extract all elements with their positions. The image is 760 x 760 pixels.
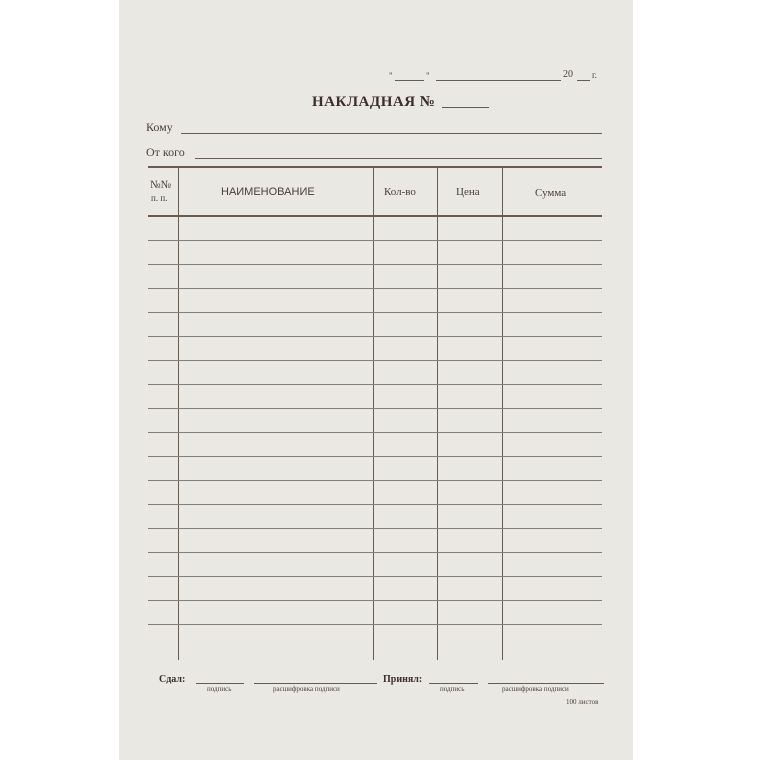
- table-row: [148, 457, 602, 481]
- col-header-price: Цена: [456, 186, 480, 198]
- col-header-qty: Кол-во: [384, 186, 416, 198]
- table-row: [148, 529, 602, 553]
- col-header-number: №№: [150, 179, 171, 191]
- to-line: [181, 133, 602, 134]
- received-decoding-caption: расшифровка подписи: [502, 685, 569, 693]
- table-row: [148, 217, 602, 241]
- received-label: Принял:: [383, 674, 423, 685]
- table-row: [148, 505, 602, 529]
- invoice-number-line: [442, 107, 489, 108]
- to-label: Кому: [146, 120, 173, 134]
- date-open-quote: ": [389, 71, 393, 81]
- table-row: [148, 313, 602, 337]
- handed-decoding-caption: расшифровка подписи: [273, 685, 340, 693]
- table-top-border: [148, 166, 602, 168]
- handed-signature-caption: подпись: [207, 685, 232, 693]
- col-header-number-sub: п. п.: [151, 193, 168, 203]
- col-header-sum: Сумма: [535, 187, 567, 199]
- received-signature-line: [429, 683, 478, 684]
- table-row: [148, 577, 602, 601]
- table-row: [148, 361, 602, 385]
- date-month-line: [436, 80, 561, 81]
- handed-decoding-line: [254, 683, 377, 684]
- table-row: [148, 601, 602, 625]
- date-year-suffix: г.: [592, 70, 597, 80]
- table-row: [148, 241, 602, 265]
- table-row: [148, 265, 602, 289]
- table-body: [148, 217, 602, 625]
- from-label: От кого: [146, 145, 185, 159]
- date-day-line: [395, 80, 424, 81]
- sheet-count: 100 листов: [566, 698, 599, 706]
- table-row: [148, 433, 602, 457]
- page-title: НАКЛАДНАЯ №: [312, 94, 436, 110]
- date-year-line: [577, 80, 590, 81]
- date-year-prefix: 20: [563, 69, 573, 80]
- from-line: [195, 158, 602, 159]
- handed-signature-line: [196, 683, 244, 684]
- received-signature-caption: подпись: [440, 685, 465, 693]
- table-row: [148, 553, 602, 577]
- date-close-quote: ": [426, 71, 430, 81]
- table-row: [148, 481, 602, 505]
- table-row: [148, 409, 602, 433]
- table-row: [148, 385, 602, 409]
- table-row: [148, 337, 602, 361]
- handed-label: Сдал:: [159, 674, 186, 685]
- col-header-name: НАИМЕНОВАНИЕ: [221, 186, 315, 198]
- received-decoding-line: [488, 683, 604, 684]
- table-row: [148, 289, 602, 313]
